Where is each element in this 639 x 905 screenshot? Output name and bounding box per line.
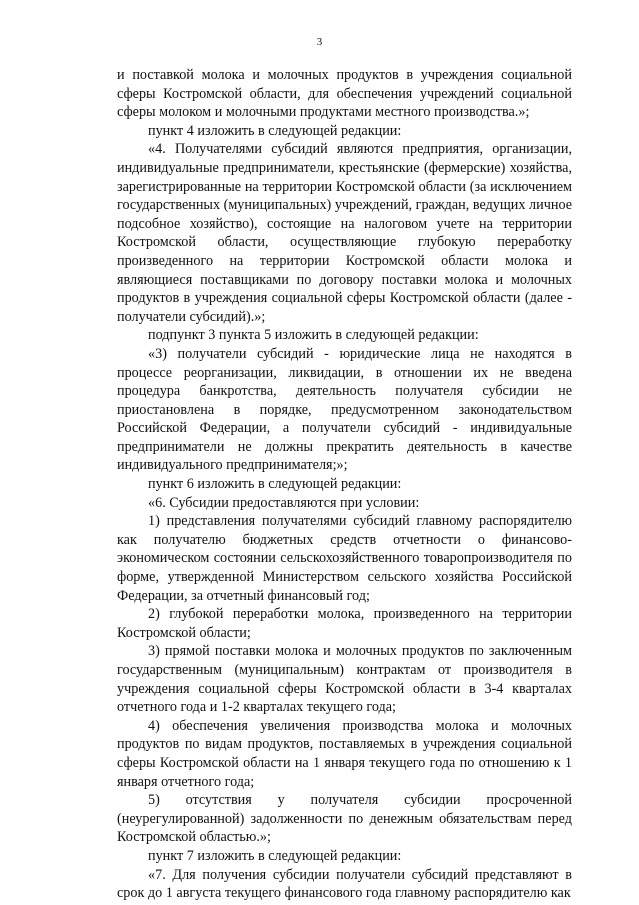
paragraph: пункт 7 изложить в следующей редакции: (148, 847, 402, 864)
paragraph: 5) отсутствия у получателя субсидии просроченной (неурегулированной) задолженности по денежным обязательствам перед Костромской областью.»; (117, 792, 572, 846)
paragraph: пункт 6 изложить в следующей редакции: (148, 476, 402, 493)
document-body (117, 66, 572, 903)
paragraph: 1) представления получателями субсидий главному распорядителю как получателю бюджетных средств отчетности о финансово-экономическом состоянии сельскохозяйственного товаропроизводителя по форме, утвержденной Министерством сельского хозяйства Российской Федерации, за отчетный финансовый год; (117, 513, 572, 604)
paragraph: 2) глубокой переработки молока, произведенного на территории Костромской области; (117, 606, 572, 641)
paragraph: «7. Для получения субсидии получатели субсидий представляют в срок до 1 августа текущего финансового года главному распорядителю как (117, 866, 572, 902)
paragraph: «4. Получателями субсидий являются предприятия, организации, индивидуальные предприниматели, крестьянские (фермерские) хозяйства, зарегистрированные на территории Костромской области (за исключением государственных (муниципальных) учреждений, граждан, ведущих личное подсобное хозяйство), состоящие на налоговом учете на территории Костромской области, осуществляющие глубокую переработку произведенного на территории Костромской области молока и являющиеся поставщиками по договору поставки молока и молочных продуктов в учреждения социальной сферы Костромской области (далее - получатели субсидий).»; (117, 141, 573, 325)
paragraph: «3) получатели субсидий - юридические лица не находятся в процессе реорганизации, ликвидации, в отношении их не введена процедура банкротства, деятельность получателя субсидии не приостановлена в порядке, предусмотренном законодательством Российской Федерации, а получатели субсидий - индивидуальные предприниматели не должны прекратить деятельность в качестве индивидуального предпринимателя;»; (117, 345, 572, 474)
paragraph: «6. Субсидии предоставляются при условии: (148, 494, 420, 511)
page-number: 3 (316, 36, 323, 48)
paragraph: и поставкой молока и молочных продуктов в учреждения социальной сферы Костромской области, для обеспечения учреждений социальной сферы молоком и молочными продуктами местного производства.»; (117, 67, 572, 121)
paragraph: подпункт 3 пункта 5 изложить в следующей редакции: (148, 327, 479, 344)
paragraph: 4) обеспечения увеличения производства молока и молочных продуктов по видам продуктов, поставляемых в учреждения социальной сферы Костромской области на 1 января текущего года по отношению к 1 января отчетного года; (117, 717, 572, 790)
paragraph: пункт 4 изложить в следующей редакции: (148, 122, 402, 139)
paragraph: 3) прямой поставки молока и молочных продуктов по заключенным государственным (муниципальным) контрактам от производителя в учреждения социальной сферы Костромской области в 3-4 кварталах отчетного года и 1-2 кварталах текущего года; (117, 643, 572, 716)
